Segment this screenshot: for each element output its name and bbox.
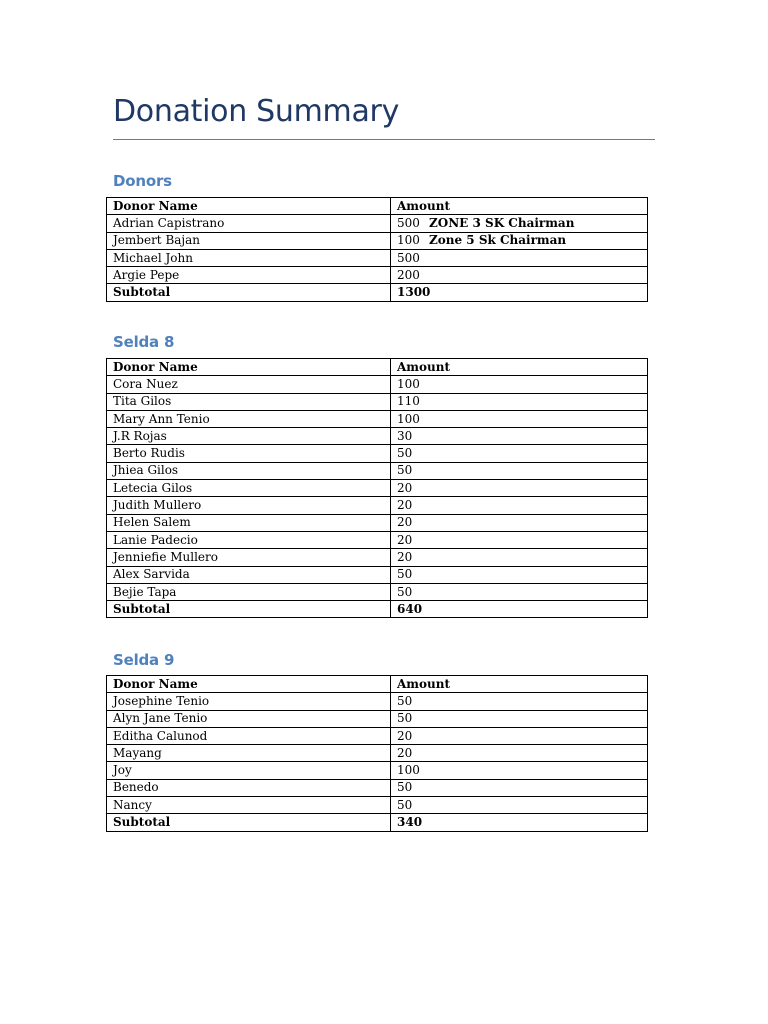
table-row xyxy=(107,549,648,566)
subtotal-value: 640 xyxy=(391,601,648,618)
amount-cell: 50 xyxy=(391,462,648,479)
selda-8-table xyxy=(106,358,648,618)
donor-name-cell: Joy xyxy=(107,762,391,779)
section-heading-donors: Donors xyxy=(113,172,172,190)
donor-name-cell: Helen Salem xyxy=(107,514,391,531)
table-row xyxy=(107,514,648,531)
donor-name-cell: Michael John xyxy=(107,249,391,266)
table-row xyxy=(107,583,648,600)
subtotal-row xyxy=(107,601,648,618)
donor-name-cell: Cora Nuez xyxy=(107,376,391,393)
selda-9-table xyxy=(106,675,648,832)
column-header-donor-name: Donor Name xyxy=(107,676,391,693)
table-row xyxy=(107,797,648,814)
amount-cell: 30 xyxy=(391,428,648,445)
donors-table xyxy=(106,197,648,302)
donor-note: ZONE 3 SK Chairman xyxy=(429,215,575,230)
table-row xyxy=(107,410,648,427)
subtotal-label: Subtotal xyxy=(107,601,391,618)
amount-value: 500 xyxy=(397,215,420,230)
amount-cell: 20 xyxy=(391,514,648,531)
column-header-amount: Amount xyxy=(391,198,648,215)
table-row xyxy=(107,215,648,232)
title-divider xyxy=(113,139,655,140)
donor-name-cell: Jembert Bajan xyxy=(107,232,391,249)
donor-name-cell: Josephine Tenio xyxy=(107,693,391,710)
subtotal-row xyxy=(107,284,648,301)
amount-cell: 20 xyxy=(391,727,648,744)
column-header-donor-name: Donor Name xyxy=(107,198,391,215)
donor-name-cell: Lanie Padecio xyxy=(107,531,391,548)
subtotal-row xyxy=(107,814,648,831)
column-header-amount: Amount xyxy=(391,359,648,376)
table-row xyxy=(107,745,648,762)
donor-name-cell: Nancy xyxy=(107,797,391,814)
section-heading-selda-8: Selda 8 xyxy=(113,333,175,351)
subtotal-label: Subtotal xyxy=(107,814,391,831)
amount-value: 500 xyxy=(397,250,420,265)
donor-name-cell: Alyn Jane Tenio xyxy=(107,710,391,727)
table-row xyxy=(107,497,648,514)
amount-cell: 20 xyxy=(391,480,648,497)
table-row xyxy=(107,779,648,796)
table-row xyxy=(107,566,648,583)
table-row xyxy=(107,762,648,779)
amount-cell: 100 xyxy=(391,410,648,427)
donor-name-cell: Tita Gilos xyxy=(107,393,391,410)
amount-cell: 50 xyxy=(391,445,648,462)
amount-value: 100 xyxy=(397,233,420,248)
donor-name-cell: Adrian Capistrano xyxy=(107,215,391,232)
subtotal-value: 1300 xyxy=(391,284,648,301)
amount-cell: 20 xyxy=(391,497,648,514)
donor-name-cell: Berto Rudis xyxy=(107,445,391,462)
amount-cell: 100 xyxy=(391,762,648,779)
amount-cell: 50 xyxy=(391,797,648,814)
table-row xyxy=(107,727,648,744)
donor-name-cell: Argie Pepe xyxy=(107,267,391,284)
table-header-row xyxy=(107,359,648,376)
amount-cell: 50 xyxy=(391,566,648,583)
donor-name-cell: Bejie Tapa xyxy=(107,583,391,600)
amount-cell: 50 xyxy=(391,710,648,727)
table-row xyxy=(107,480,648,497)
donor-name-cell: Benedo xyxy=(107,779,391,796)
amount-cell xyxy=(391,249,648,266)
amount-cell xyxy=(391,232,648,249)
table-row xyxy=(107,462,648,479)
donor-name-cell: Editha Calunod xyxy=(107,727,391,744)
donor-name-cell: Mayang xyxy=(107,745,391,762)
table-header-row xyxy=(107,676,648,693)
table-header-row xyxy=(107,198,648,215)
amount-cell: 50 xyxy=(391,779,648,796)
amount-cell: 100 xyxy=(391,376,648,393)
donor-name-cell: Alex Sarvida xyxy=(107,566,391,583)
table-row xyxy=(107,249,648,266)
table-row xyxy=(107,428,648,445)
amount-cell: 20 xyxy=(391,531,648,548)
donor-note: Zone 5 Sk Chairman xyxy=(429,233,567,248)
document-title: Donation Summary xyxy=(113,94,400,129)
amount-cell xyxy=(391,215,648,232)
table-row xyxy=(107,531,648,548)
subtotal-label: Subtotal xyxy=(107,284,391,301)
donor-name-cell: Judith Mullero xyxy=(107,497,391,514)
donor-name-cell: Letecia Gilos xyxy=(107,480,391,497)
table-row xyxy=(107,376,648,393)
donor-name-cell: J.R Rojas xyxy=(107,428,391,445)
column-header-donor-name: Donor Name xyxy=(107,359,391,376)
donor-name-cell: Jenniefie Mullero xyxy=(107,549,391,566)
column-header-amount: Amount xyxy=(391,676,648,693)
section-heading-selda-9: Selda 9 xyxy=(113,651,175,669)
amount-cell xyxy=(391,267,648,284)
table-row xyxy=(107,393,648,410)
table-row xyxy=(107,267,648,284)
table-row xyxy=(107,710,648,727)
table-row xyxy=(107,445,648,462)
amount-cell: 110 xyxy=(391,393,648,410)
amount-cell: 20 xyxy=(391,745,648,762)
amount-value: 200 xyxy=(397,267,420,282)
table-row xyxy=(107,232,648,249)
donor-name-cell: Mary Ann Tenio xyxy=(107,410,391,427)
table-row xyxy=(107,693,648,710)
donor-name-cell: Jhiea Gilos xyxy=(107,462,391,479)
amount-cell: 20 xyxy=(391,549,648,566)
amount-cell: 50 xyxy=(391,583,648,600)
subtotal-value: 340 xyxy=(391,814,648,831)
amount-cell: 50 xyxy=(391,693,648,710)
